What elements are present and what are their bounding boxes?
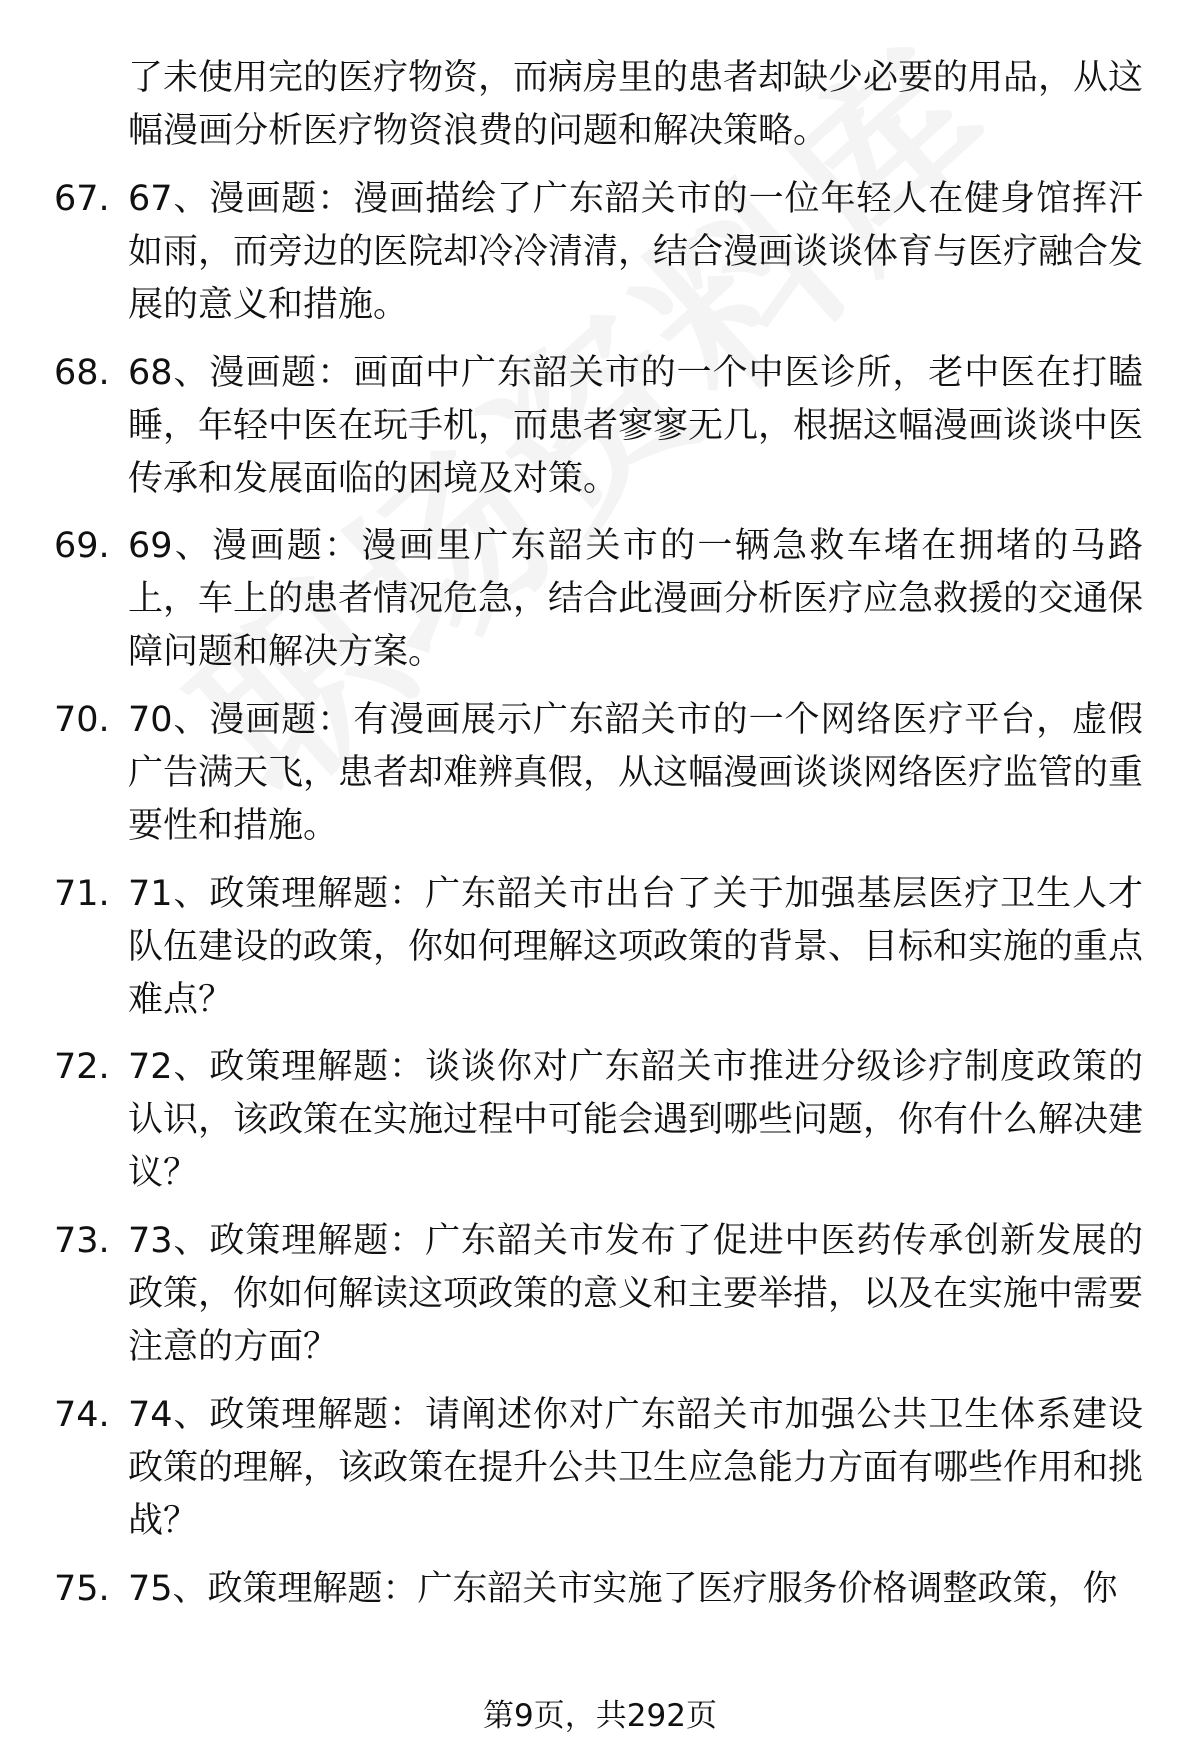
item-text: 74、政策理解题：请阐述你对广东韶关市加强公共卫生体系建设政策的理解，该政策在提升公共卫生应急能力方面有哪些作用和挑战？ xyxy=(128,1395,1144,1541)
item-text: 72、政策理解题：谈谈你对广东韶关市推进分级诊疗制度政策的认识，该政策在实施过程中可能会遇到哪些问题，你有什么解决建议？ xyxy=(128,1047,1144,1193)
item-text: 73、政策理解题：广东韶关市发布了促进中医药传承创新发展的政策，你如何解读这项政策的意义和主要举措，以及在实施中需要注意的方面？ xyxy=(128,1221,1144,1367)
item-text: 71、政策理解题：广东韶关市出台了关于加强基层医疗卫生人才队伍建设的政策，你如何理解这项政策的背景、目标和实施的重点难点？ xyxy=(128,874,1144,1020)
item-text: 68、漫画题：画面中广东韶关市的一个中医诊所，老中医在打瞌睡，年轻中医在玩手机，而患者寥寥无几，根据这幅漫画谈谈中医传承和发展面临的困境及对策。 xyxy=(128,353,1144,499)
item-text: 69、漫画题：漫画里广东韶关市的一辆急救车堵在拥堵的马路上，车上的患者情况危急，结合此漫画分析医疗应急救援的交通保障问题和解决方案。 xyxy=(128,526,1144,672)
item-text: 75、政策理解题：广东韶关市实施了医疗服务价格调整政策，你 xyxy=(128,1569,1118,1609)
item-text: 67、漫画题：漫画描绘了广东韶关市的一位年轻人在健身馆挥汗如雨，而旁边的医院却冷冷清清，结合漫画谈谈体育与医疗融合发展的意义和措施。 xyxy=(128,179,1144,325)
item-number: 67. xyxy=(54,179,110,219)
item-number: 72. xyxy=(54,1047,110,1087)
item-number: 73. xyxy=(54,1221,110,1261)
page-footer: 第9页，共292页 xyxy=(483,1698,717,1734)
item-number: 71. xyxy=(54,874,110,914)
continuation-text: 了未使用完的医疗物资，而病房里的患者却缺少必要的用品，从这幅漫画分析医疗物资浪费的问题和解决策略。 xyxy=(128,58,1144,151)
item-number: 74. xyxy=(54,1395,110,1435)
item-number: 75. xyxy=(54,1569,110,1609)
item-number: 70. xyxy=(54,700,110,740)
item-text: 70、漫画题：有漫画展示广东韶关市的一个网络医疗平台，虚假广告满天飞，患者却难辨真假，从这幅漫画谈谈网络医疗监管的重要性和措施。 xyxy=(128,700,1144,846)
item-number: 69. xyxy=(54,526,110,566)
item-number: 68. xyxy=(54,353,110,393)
